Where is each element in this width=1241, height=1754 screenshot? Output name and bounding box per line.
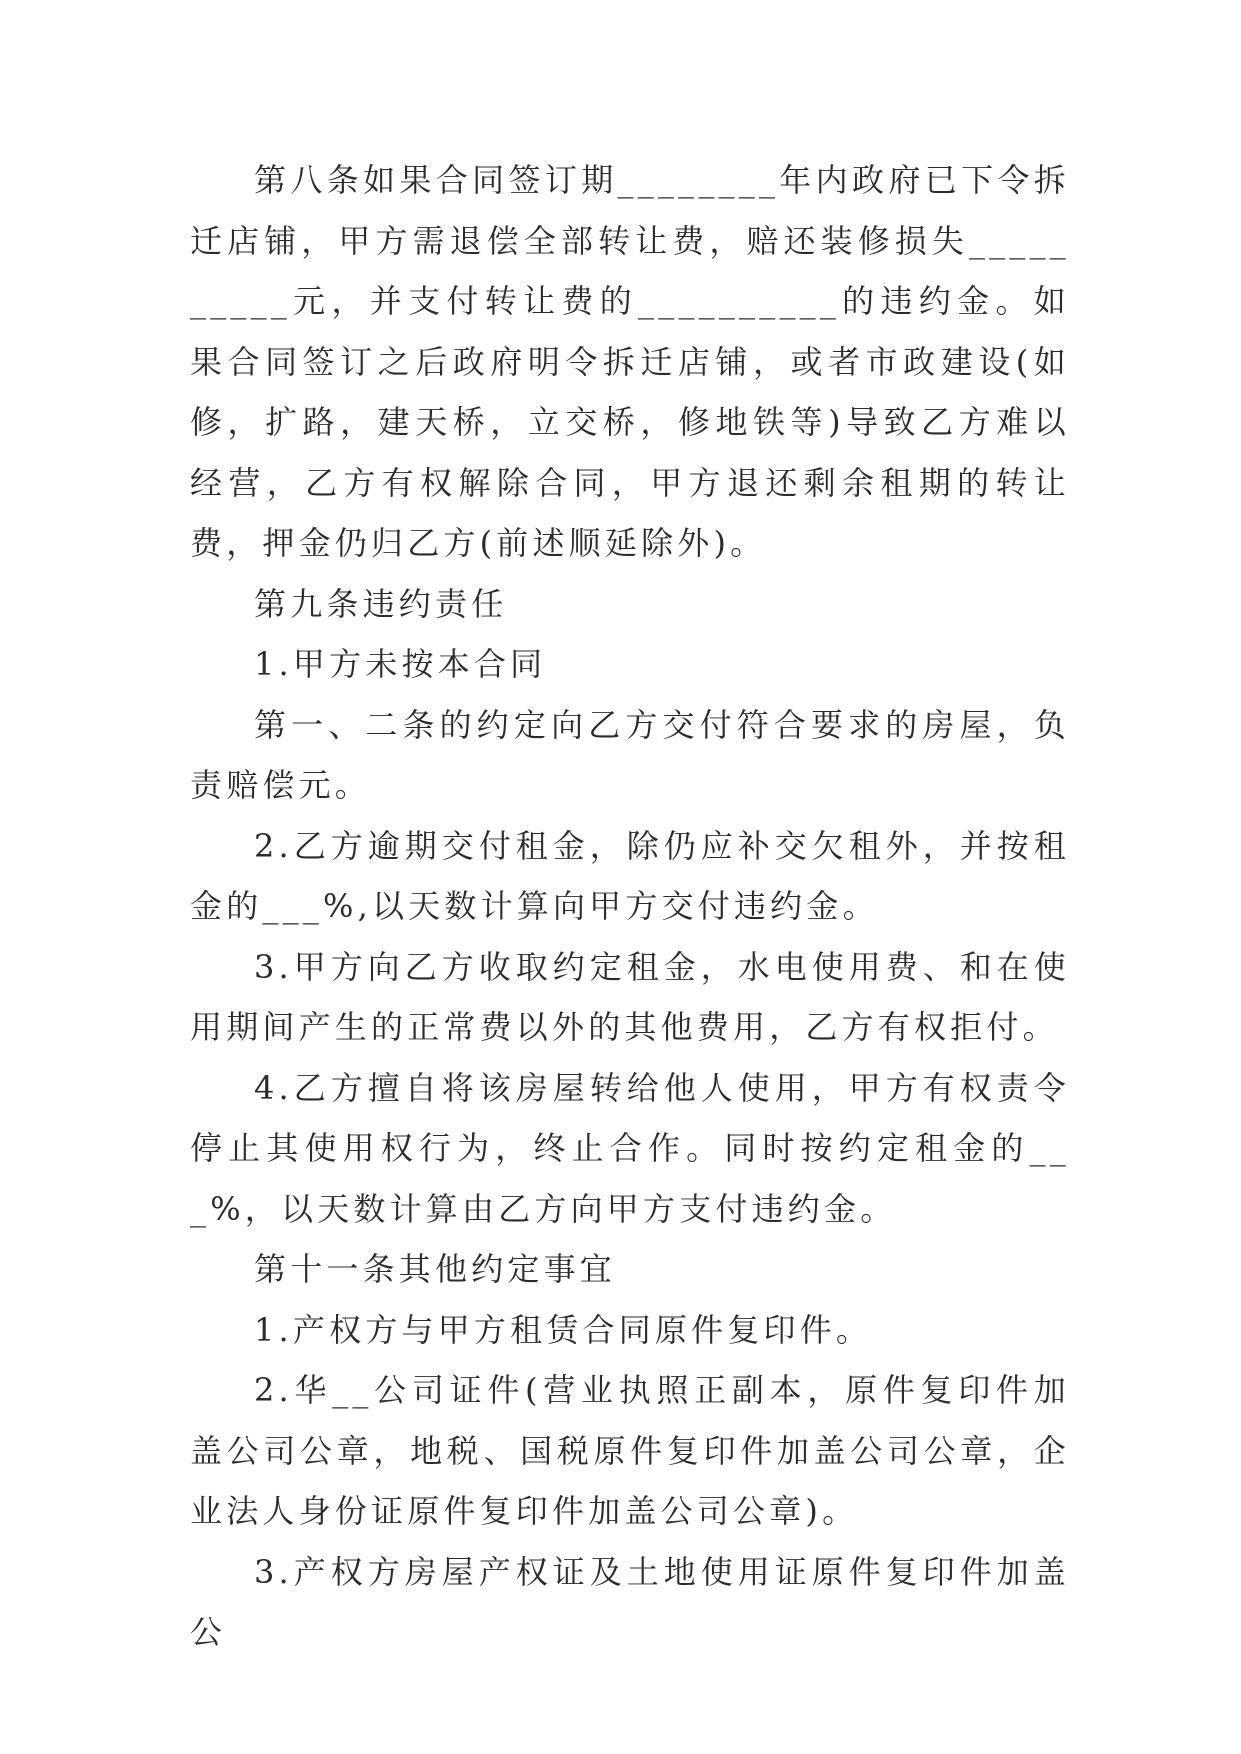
clause-9-item-4: 4.乙方擅自将该房屋转给他人使用，甲方有权责令停止其使用权行为，终止合作。同时按约定租金的___%，以天数计算由乙方向甲方支付违约金。	[190, 1068, 1070, 1228]
clause-9-item-1: 1.甲方未按本合同	[254, 645, 547, 683]
clause-11-item-2: 2.华__公司证件(营业执照正副本，原件复印件加盖公司公章，地税、国税原件复印件加盖公司公章，企业法人身份证原件复印件加盖公司公章)。	[190, 1371, 1070, 1530]
clause-11-item-3: 3.产权方房屋产权证及土地使用证原件复印件加盖公	[190, 1552, 1070, 1651]
clause-8-paragraph: 第八条如果合同签订期________年内政府已下令拆迁店铺，甲方需退偿全部转让费，赔还装修损失__________元，并支付转让费的__________的违约金。如果合同签订之后政府明令拆迁店铺，或者市政建设(如修，扩路，建天桥，立交桥，修地铁等)导致乙方难以经营，乙方有权解除合同，甲方退还剩余租期的转让费，押金仍归乙方(前述顺延除外)。	[190, 161, 1070, 562]
clause-9-item-3: 3.甲方向乙方收取约定租金，水电使用费、和在使用期间产生的正常费以外的其他费用，乙方有权拒付。	[190, 947, 1070, 1046]
clause-11-item-1: 1.产权方与甲方租赁合同原件复印件。	[254, 1310, 873, 1349]
clause-9-item-1-continued: 第一、二条的约定向乙方交付符合要求的房屋，负责赔偿元。	[190, 705, 1070, 804]
clause-9-item-2: 2.乙方逾期交付租金，除仍应补交欠租外，并按租金的___%,以天数计算向甲方交付违约金。	[190, 826, 1070, 925]
clause-9-heading: 第九条违约责任	[254, 584, 508, 623]
clause-11-heading: 第十一条其他约定事宜	[254, 1250, 617, 1288]
document-body	[190, 150, 1070, 1663]
